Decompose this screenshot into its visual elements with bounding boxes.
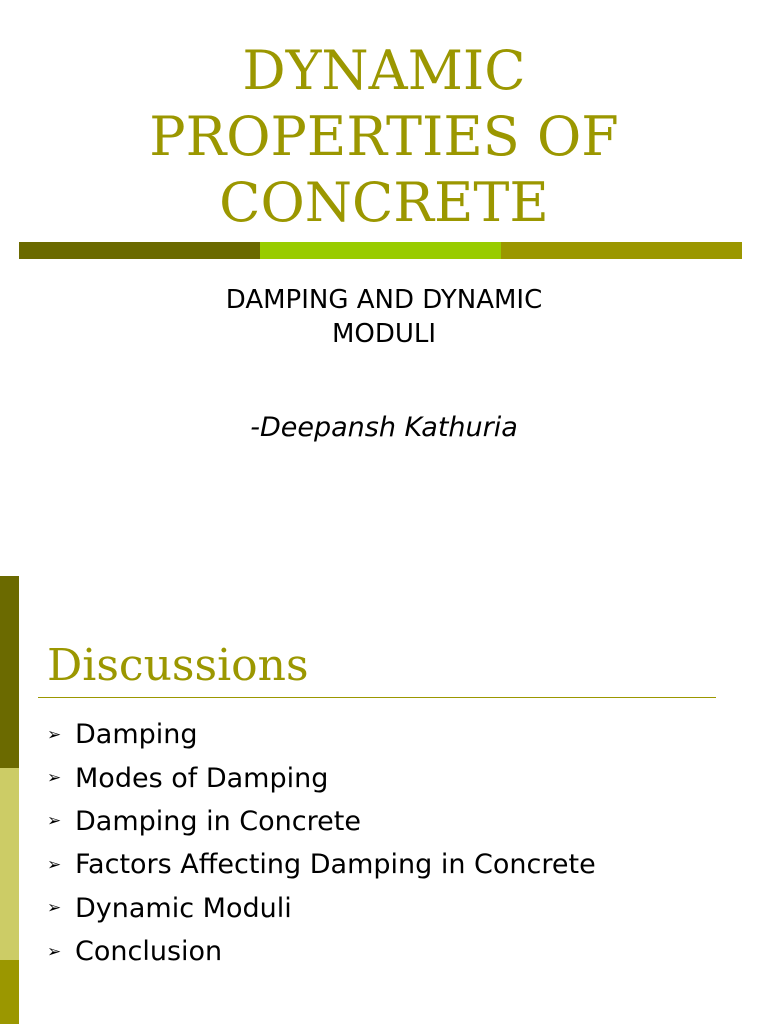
title-line: CONCRETE [219,171,549,234]
list-item [47,800,596,843]
title-line: PROPERTIES OF [149,105,619,168]
list-item [47,930,596,973]
color-bar-segment-olive [501,242,742,259]
arrow-bullet-icon: ➢ [47,854,62,875]
author-name: -Deepansh Kathuria [250,412,518,443]
list-item [47,843,596,886]
list-item [47,887,596,930]
arrow-bullet-icon: ➢ [47,768,62,789]
side-strip-segment-olive [0,960,19,1024]
decorative-color-bar [19,242,742,259]
list-item-text: Damping [75,719,198,751]
side-strip-segment-dark [0,576,19,768]
list-item-text: Dynamic Moduli [75,892,292,924]
list-item-text: Factors Affecting Damping in Concrete [75,849,596,881]
discussions-heading: Discussions [47,640,309,691]
subtitle-line: MODULI [331,319,437,349]
side-strip-segment-light [0,768,19,960]
side-color-strip [0,576,19,1024]
heading-underline [38,697,716,698]
subtitle-line: DAMPING AND DYNAMIC [225,285,543,315]
title-line: DYNAMIC [242,39,526,102]
color-bar-segment-dark [19,242,260,259]
discussions-slide [0,576,768,1024]
discussion-list [47,713,596,973]
list-item-text: Conclusion [75,936,223,968]
slide-title [0,38,768,236]
arrow-bullet-icon: ➢ [47,941,62,962]
slide-subtitle [0,283,768,351]
list-item [47,713,596,756]
list-item-text: Damping in Concrete [75,805,361,837]
list-item-text: Modes of Damping [75,762,329,794]
color-bar-segment-lime [260,242,501,259]
arrow-bullet-icon: ➢ [47,811,62,832]
arrow-bullet-icon: ➢ [47,724,62,745]
list-item [47,756,596,799]
arrow-bullet-icon: ➢ [47,898,62,919]
